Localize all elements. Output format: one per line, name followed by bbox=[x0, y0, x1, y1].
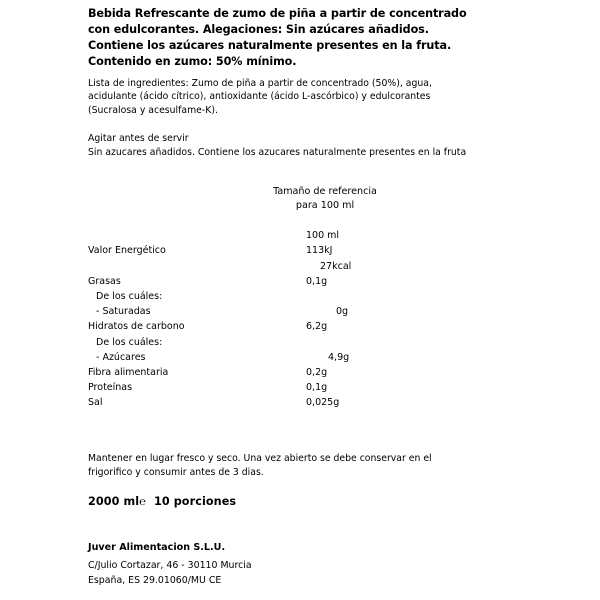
nutrition-row-value: 0,2g bbox=[306, 366, 328, 378]
table-row bbox=[88, 338, 538, 353]
table-row bbox=[88, 277, 538, 292]
company-info bbox=[88, 540, 252, 588]
nutrition-row-value: 0g bbox=[336, 306, 349, 318]
nutrition-row-value: 6,2g bbox=[306, 321, 328, 333]
nutrition-row-name: - Saturadas bbox=[96, 306, 151, 318]
net-volume bbox=[88, 495, 236, 508]
nutrition-row-value: 0,1g bbox=[306, 382, 328, 394]
nutrition-row-value: 4,9g bbox=[328, 351, 350, 363]
nutrition-row-value: 113kJ bbox=[306, 245, 333, 257]
reference-size-line-1: Tamaño de referencia bbox=[273, 186, 377, 198]
ingredients-list bbox=[88, 77, 470, 118]
nutrition-row-name: De los cuáles: bbox=[96, 291, 163, 303]
nutrition-row-name: Hidratos de carbono bbox=[88, 321, 185, 333]
heading-line-1: Bebida Refrescante de zumo de piña a partir de concentrado bbox=[88, 7, 467, 20]
table-row bbox=[88, 322, 538, 337]
nutrition-row-name: Sal bbox=[88, 397, 103, 409]
storage-line-2: frigorifico y consumir antes de 3 dias. bbox=[88, 466, 264, 478]
heading-line-4: Contenido en zumo: 50% mínimo. bbox=[88, 54, 297, 68]
nutrition-row-value: 0,1g bbox=[306, 275, 328, 287]
estimated-sign-icon: ℮ bbox=[139, 495, 146, 508]
nutrition-table bbox=[88, 231, 538, 413]
product-heading bbox=[88, 6, 538, 70]
table-row bbox=[88, 398, 538, 413]
nutrition-row-name: Valor Energético bbox=[88, 245, 166, 257]
nutrition-row-value: 0,025g bbox=[306, 397, 340, 409]
table-row bbox=[88, 262, 538, 277]
company-country-code: España, ES 29.01060/MU CE bbox=[88, 574, 222, 586]
ingredients-line-3: (Sucralosa y acesulfame-K). bbox=[88, 104, 218, 116]
ingredients-line-1: Lista de ingredientes: Zumo de piña a partir de concentrado (50%), agua, bbox=[88, 77, 432, 89]
nutrition-row-name: Proteínas bbox=[88, 382, 133, 394]
reference-size-line-2: para 100 ml bbox=[295, 200, 355, 212]
company-address: C/Julio Cortazar, 46 - 30110 Murcia bbox=[88, 559, 252, 571]
storage-line-1: Mantener en lugar fresco y seco. Una vez abierto se debe conservar en el bbox=[88, 453, 432, 464]
note-shake-before-use: Agitar antes de servir bbox=[88, 132, 189, 144]
table-row bbox=[88, 353, 538, 368]
nutrition-row-name: - Azúcares bbox=[96, 351, 146, 363]
storage-instructions bbox=[88, 452, 508, 480]
volume-amount: 2000 ml bbox=[88, 495, 140, 508]
nutrition-header-row bbox=[88, 231, 538, 246]
heading-line-2: con edulcorantes. Alegaciones: Sin azúcares añadidos. bbox=[88, 22, 429, 36]
ingredients-line-2: acidulante (ácido cítrico), antioxidante (ácido L-ascórbico) y edulcorantes bbox=[88, 91, 431, 103]
nutrition-row-name: De los cuáles: bbox=[96, 336, 163, 348]
usage-notes bbox=[88, 132, 538, 160]
portions-count: 10 porciones bbox=[153, 495, 237, 508]
nutrition-row-name: Fibra alimentaria bbox=[88, 366, 169, 378]
company-name: Juver Alimentacion S.L.U. bbox=[88, 542, 226, 553]
note-no-added-sugar: Sin azucares añadidos. Contiene los azucares naturalmente presentes en la fruta bbox=[88, 146, 467, 158]
heading-line-3: Contiene los azúcares naturalmente presentes en la fruta. bbox=[88, 38, 452, 52]
reference-size-title bbox=[260, 185, 390, 213]
table-row bbox=[88, 292, 538, 307]
table-row bbox=[88, 307, 538, 322]
nutrition-row-value: 27kcal bbox=[320, 260, 352, 272]
nutrition-header-value: 100 ml bbox=[306, 230, 340, 242]
table-row bbox=[88, 368, 538, 383]
table-row bbox=[88, 383, 538, 398]
nutrition-row-name: Grasas bbox=[88, 275, 121, 287]
table-row bbox=[88, 246, 538, 261]
